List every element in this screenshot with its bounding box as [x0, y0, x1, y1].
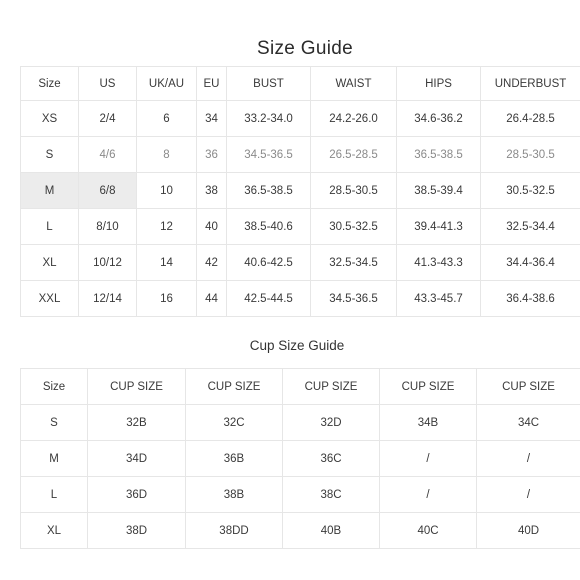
table-cell: 12/14 — [79, 281, 137, 317]
table-cell: 32D — [283, 405, 380, 441]
column-header: Size — [21, 369, 88, 405]
column-header: CUP SIZE — [380, 369, 477, 405]
table-cell: 42 — [197, 245, 227, 281]
table-cell: XL — [21, 513, 88, 549]
table-cell: L — [21, 477, 88, 513]
table-row — [21, 513, 580, 549]
table-cell: 36 — [197, 137, 227, 173]
table-cell: S — [21, 405, 88, 441]
table-cell: L — [21, 209, 79, 245]
table-header-row — [21, 369, 580, 405]
table-cell: 32C — [186, 405, 283, 441]
cup-size-guide-title: Cup Size Guide — [249, 338, 345, 353]
table-cell: 26.5-28.5 — [311, 137, 397, 173]
table-cell: 28.5-30.5 — [481, 137, 580, 173]
table-cell: 36.4-38.6 — [481, 281, 580, 317]
column-header: WAIST — [311, 67, 397, 101]
table-cell: 4/6 — [79, 137, 137, 173]
column-header: HIPS — [397, 67, 481, 101]
table-cell: S — [21, 137, 79, 173]
column-header: UK/AU — [137, 67, 197, 101]
table-cell: 38.5-40.6 — [227, 209, 311, 245]
table-cell: 2/4 — [79, 101, 137, 137]
column-header: UNDERBUST — [481, 67, 580, 101]
table-row — [21, 405, 580, 441]
table-cell: 28.5-30.5 — [311, 173, 397, 209]
table-row — [21, 173, 580, 209]
table-cell: / — [380, 477, 477, 513]
table-cell: 40B — [283, 513, 380, 549]
size-guide-table — [20, 66, 580, 317]
table-cell: XXL — [21, 281, 79, 317]
table-cell: 34 — [197, 101, 227, 137]
table-cell: 34B — [380, 405, 477, 441]
table-cell: 34.6-36.2 — [397, 101, 481, 137]
table-row — [21, 477, 580, 513]
table-cell: 24.2-26.0 — [311, 101, 397, 137]
table-cell: 36.5-38.5 — [227, 173, 311, 209]
table-row — [21, 441, 580, 477]
table-cell: 32B — [88, 405, 186, 441]
table-cell: 38C — [283, 477, 380, 513]
table-cell: / — [477, 477, 580, 513]
table-cell: 32.5-34.5 — [311, 245, 397, 281]
table-cell: 36B — [186, 441, 283, 477]
table-cell: 10 — [137, 173, 197, 209]
table-cell: 41.3-43.3 — [397, 245, 481, 281]
table-cell: 34D — [88, 441, 186, 477]
table-cell: M — [21, 441, 88, 477]
table-cell: 30.5-32.5 — [311, 209, 397, 245]
table-cell: 39.4-41.3 — [397, 209, 481, 245]
table-cell: 32.5-34.4 — [481, 209, 580, 245]
table-header-row — [21, 67, 580, 101]
table-row — [21, 101, 580, 137]
column-header: US — [79, 67, 137, 101]
table-cell: 34.4-36.4 — [481, 245, 580, 281]
table-cell: 36D — [88, 477, 186, 513]
table-cell: / — [477, 441, 580, 477]
table-cell: 26.4-28.5 — [481, 101, 580, 137]
table-cell: 40 — [197, 209, 227, 245]
column-header: EU — [197, 67, 227, 101]
table-cell: 38DD — [186, 513, 283, 549]
table-cell: 6 — [137, 101, 197, 137]
table-cell: 33.2-34.0 — [227, 101, 311, 137]
column-header: CUP SIZE — [283, 369, 380, 405]
table-row — [21, 245, 580, 281]
column-header: Size — [21, 67, 79, 101]
column-header: CUP SIZE — [88, 369, 186, 405]
table-cell: 38B — [186, 477, 283, 513]
column-header: CUP SIZE — [186, 369, 283, 405]
table-cell: 30.5-32.5 — [481, 173, 580, 209]
table-cell: 40C — [380, 513, 477, 549]
table-cell: 38 — [197, 173, 227, 209]
table-cell: 38D — [88, 513, 186, 549]
table-cell: 14 — [137, 245, 197, 281]
table-cell: 43.3-45.7 — [397, 281, 481, 317]
table-cell: 34.5-36.5 — [227, 137, 311, 173]
table-cell: 42.5-44.5 — [227, 281, 311, 317]
table-cell: 16 — [137, 281, 197, 317]
table-cell: 34.5-36.5 — [311, 281, 397, 317]
table-cell: XS — [21, 101, 79, 137]
cup-size-guide-table — [20, 368, 580, 549]
table-cell-highlighted: M — [21, 173, 79, 209]
table-cell: 38.5-39.4 — [397, 173, 481, 209]
table-cell: XL — [21, 245, 79, 281]
column-header: CUP SIZE — [477, 369, 580, 405]
table-cell: 8 — [137, 137, 197, 173]
table-cell: 12 — [137, 209, 197, 245]
table-row — [21, 137, 580, 173]
table-cell: 36.5-38.5 — [397, 137, 481, 173]
table-cell-highlighted: 6/8 — [79, 173, 137, 209]
table-cell: 40D — [477, 513, 580, 549]
table-cell: 44 — [197, 281, 227, 317]
table-cell: 40.6-42.5 — [227, 245, 311, 281]
table-cell: 10/12 — [79, 245, 137, 281]
table-row — [21, 281, 580, 317]
table-cell: 8/10 — [79, 209, 137, 245]
table-row — [21, 209, 580, 245]
table-cell: / — [380, 441, 477, 477]
table-cell: 34C — [477, 405, 580, 441]
column-header: BUST — [227, 67, 311, 101]
size-guide-title: Size Guide — [257, 38, 353, 59]
table-cell: 36C — [283, 441, 380, 477]
